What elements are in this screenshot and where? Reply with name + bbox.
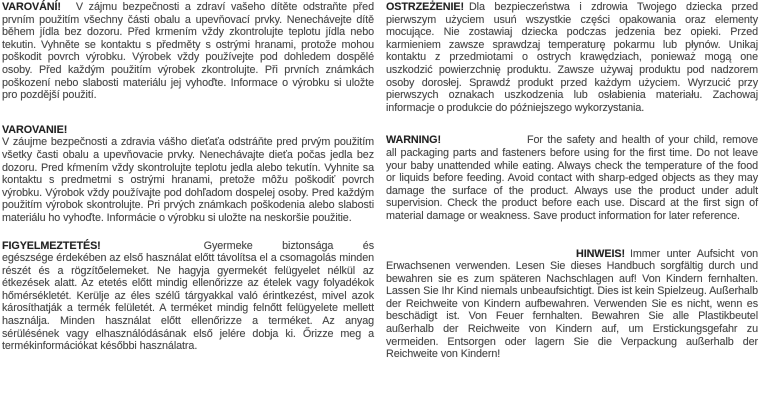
polish-warning-heading: OSTRZEŻENIE! (386, 1, 464, 13)
polish-warning-body: Dla bezpieczeństwa i zdrowia Twojego dziecka przed pierwszym użyciem usuń wszystkie części opakowania oraz elementy mocujące. Nie zostawiaj dziecka podczas jedzenia bez opieki. Przed karmieniem zawsze sprawdzaj temperaturę pokarmu lub płynów. Unikaj kontaktu z przedmiotami o ostrych krawędziach, ponieważ mogą one uszkodzić powierzchnię produktu. Zawsze używaj produktu pod nadzorem osoby dorosłej. Sprawdź produkt przed każdym użyciem. Wyrzucić przy pierwszych oznakach uszkodzenia lub osłabienia materiału. Zachowaj informacje o produkcie do późniejszego wykorzystania. (386, 1, 758, 114)
right-column (386, 1, 758, 405)
section-warning-english (386, 134, 758, 222)
hungarian-warning-body: Gyermeke biztonsága és egészsége érdekében az első használat előtt távolítsa el a csomagolás minden részét és a rögzítőelemeket. Ne hagyja gyermekét felügyelet nélkül az étkezések alatt. Az etetés előtt mindig ellenőrizze az ételek vagy folyadékok hőmérsékletét. Kerülje az éles szélű tárgyakkal való érintkezést, mivel azok károsíthatják a termék felületét. A terméket mindig felnőtt felügyelete mellett használja. Minden használat előtt ellenőrizze a terméket. Az anyag sérülésének vagy elhasználódásának első jelére dobja ki. Őrizze meg a termékinformációkat későbbi használatra. (2, 239, 374, 353)
left-column (2, 1, 374, 405)
czech-warning-body: V zájmu bezpečnosti a zdraví vašeho dítěte odstraňte před prvním použitím všechny části obalu a upevňovací prvky. Nenechávejte dítě během jídla bez dozoru. Před krmením vždy zkontrolujte teplotu jídla nebo tekutin. Vyhněte se kontaktu s předměty s ostrými hranami, protože mohou poškodit povrch výrobku. Výrobek vždy používejte pod dohledem dospělé osoby. Před každým použitím výrobek zkontrolujte. Při prvních známkách poškození nebo slabosti materiálu jej vyhoďte. Informace o výrobku si uložte pro pozdější použití. (2, 1, 374, 102)
english-warning-body: For the safety and health of your child, remove all packaging parts and fasteners before using for the first time. Do not leave your baby unattended while eating. Always check the temperature of the food or liquids before feeding. Avoid contact with sharp-edged objects as they may damage the surface of the product. Always use the product under adult supervision. Check the product before each use. Discard at the first sign of material damage or weakness. Save product information for later reference. (386, 134, 758, 222)
hungarian-warning-heading: FIGYELMEZTETÉS! (2, 239, 101, 252)
english-warning-heading: WARNING! (386, 134, 441, 147)
heading-gap (441, 142, 527, 143)
heading-gap (101, 248, 204, 249)
slovak-warning-heading: VAROVANIE! (2, 123, 68, 136)
german-warning-heading: HINWEIS! (576, 247, 625, 260)
section-warning-slovak (2, 124, 374, 225)
section-warning-german (386, 248, 758, 361)
section-warning-hungarian (2, 240, 374, 353)
section-warning-polish (386, 1, 758, 114)
heading-gap (61, 9, 76, 10)
section-warning-czech (2, 1, 374, 102)
slovak-warning-body: V záujme bezpečnosti a zdravia vášho dieťaťa odstráňte pred prvým použitím všetky časti obalu a upevňovacie prvky. Nenechávajte dieťa počas jedla bez dozoru. Pred kŕmením vždy skontrolujte teplotu jedla alebo tekutín. Vyhnite sa kontaktu s predmetmi s ostrými hranami, pretože môžu poškodiť povrch výrobku. Výrobok vždy používajte pod dohľadom dospelej osoby. Pred každým použitím výrobok skontrolujte. Pri prvých známkach poškodenia alebo slabosti materiálu ho vyhoďte. Informácie o výrobku si uložte na neskoršie použitie. (2, 136, 374, 224)
german-warning-body: Immer unter Aufsicht von Erwachsenen verwenden. Lesen Sie dieses Handbuch sorgfältig durch und bewahren sie es zum späteren Nachschlagen auf! Von Kindern fernhalten. Lassen Sie Ihr Kind niemals unbeaufsichtigt. Dies ist kein Spielzeug. Außerhalb der Reichweite von Kindern aufbewahren. Verwenden Sie es nicht, wenn es beschädigt ist. Von Feuer fernhalten. Bewahren Sie alle Plastikbeutel außerhalb der Reichweite von Kindern auf, um Erstickungsgefahr zu vermeiden. Entsorgen oder lagern Sie die Verpackung außerhalb der Reichweite von Kindern! (386, 247, 758, 361)
czech-warning-heading: VAROVÁNÍ! (2, 1, 61, 13)
